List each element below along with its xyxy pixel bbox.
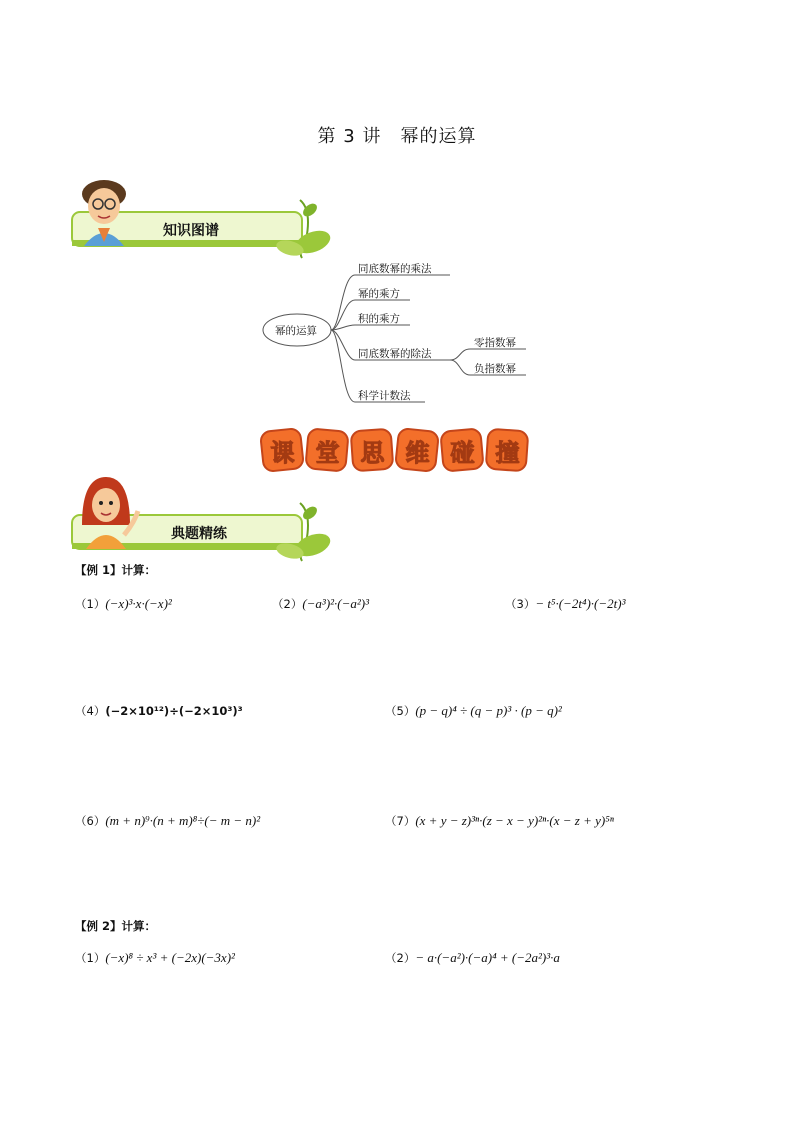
collision-char-4: 维 [405, 439, 430, 467]
example1-item-5 [385, 700, 562, 719]
item-number: （2） [385, 951, 416, 965]
example1-item-3 [505, 593, 625, 612]
item-number: （6） [75, 814, 106, 828]
mindmap-root: 幂的运算 [275, 325, 317, 337]
mindmap [260, 255, 540, 410]
example1-label: 【例 1】计算： [75, 563, 157, 577]
mindmap-branch-5: 科学计数法 [358, 390, 411, 402]
item-expression: (−x)⁸ ÷ x³ + (−2x)(−3x)² [105, 950, 235, 965]
collision-char-2: 堂 [315, 439, 340, 467]
example2-item-2 [385, 947, 560, 966]
knowledge-map-title: 知识图谱 [163, 223, 219, 239]
classic-practice-title: 典题精练 [171, 526, 227, 542]
example1-item-7 [385, 810, 614, 829]
mindmap-branch-4: 同底数幂的除法 [358, 348, 432, 360]
collision-char-1: 课 [270, 439, 295, 467]
classic-practice-banner [68, 475, 338, 565]
collision-char-6: 撞 [495, 439, 520, 467]
page-title: 第 3 讲 幂的运算 [317, 126, 477, 147]
example1-item-2 [272, 593, 369, 612]
item-number: （4） [75, 704, 106, 718]
example2-item-1 [75, 947, 235, 966]
example1-item-4 [75, 700, 243, 719]
example1-item-6 [75, 810, 260, 829]
mindmap-branch-1: 同底数幂的乘法 [358, 263, 432, 275]
knowledge-map-banner [68, 170, 338, 260]
item-number: （3） [505, 597, 536, 611]
mindmap-sub-1: 零指数幂 [474, 337, 516, 349]
example1-item-1 [75, 593, 172, 612]
thinking-collision-banner [260, 425, 535, 475]
mindmap-sub-2: 负指数幂 [474, 363, 516, 375]
item-expression: (−2×10¹²)÷(−2×10³)³ [105, 704, 243, 718]
boy-character-icon [68, 170, 338, 260]
item-number: （1） [75, 597, 106, 611]
item-expression: (−a³)²·(−a²)³ [302, 596, 370, 611]
item-expression: (m + n)⁹·(n + m)⁸÷(− m − n)² [105, 813, 261, 828]
item-expression: (x + y − z)³ⁿ·(z − x − y)²ⁿ·(x − z + y)⁵ⁿ [415, 813, 614, 828]
item-number: （5） [385, 704, 416, 718]
example2-label: 【例 2】计算： [75, 919, 157, 933]
collision-char-3: 思 [360, 439, 385, 467]
girl-character-icon [68, 475, 338, 565]
mindmap-branch-2: 幂的乘方 [358, 288, 400, 300]
item-number: （1） [75, 951, 106, 965]
item-number: （7） [385, 814, 416, 828]
item-expression: − t⁵·(−2t⁴)·(−2t)³ [535, 596, 626, 611]
mindmap-branch-3: 积的乘方 [358, 313, 400, 325]
item-expression: (p − q)⁴ ÷ (q − p)³ · (p − q)² [415, 703, 562, 718]
item-expression: (−x)³·x·(−x)² [105, 596, 172, 611]
collision-char-5: 碰 [450, 439, 475, 467]
item-number: （2） [272, 597, 303, 611]
item-expression: − a·(−a²)·(−a)⁴ + (−2a²)³·a [415, 950, 560, 965]
